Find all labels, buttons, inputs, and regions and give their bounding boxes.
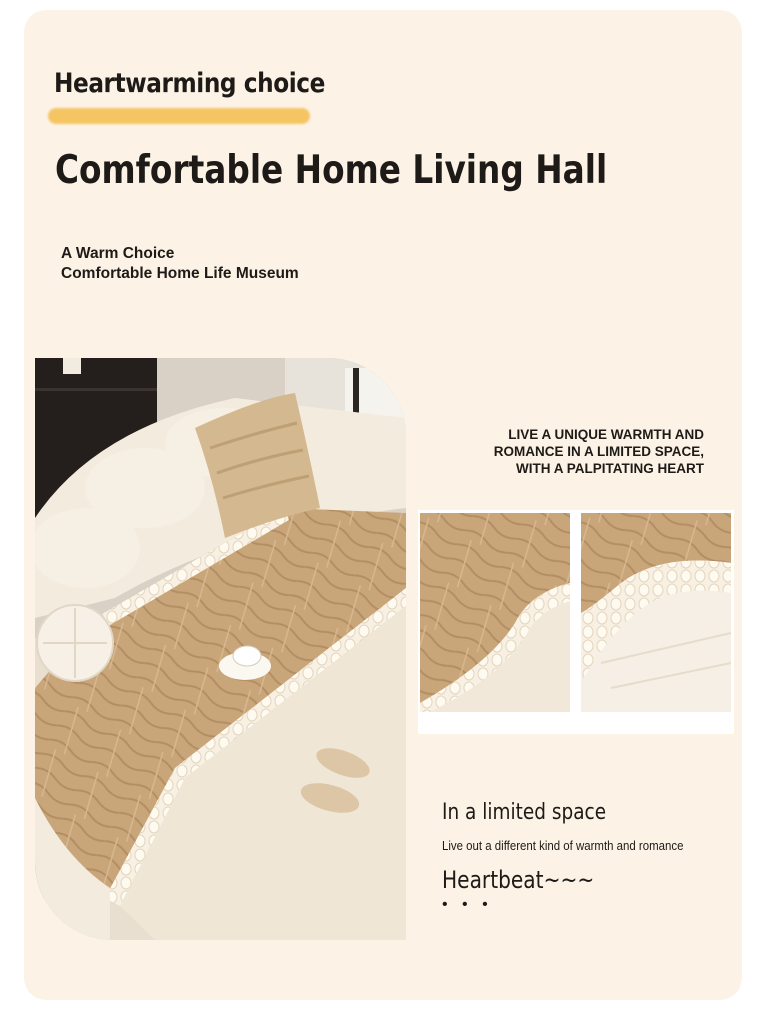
subtitle-line-2: Comfortable Home Life Museum [61, 265, 299, 282]
tag-text: Heartwarming choice [54, 68, 325, 99]
caption-line-1: LIVE A UNIQUE WARMTH AND [508, 427, 704, 442]
limited-space-title: In a limited space [442, 800, 607, 825]
bottom-text-block [442, 800, 716, 914]
heartbeat-heading: Heartbeat~~~ [442, 866, 595, 894]
product-card [24, 10, 742, 1000]
tag-highlight-bar [48, 108, 310, 124]
tag-heading [54, 68, 369, 99]
caption-line-3: WITH A PALPITATING HEART [516, 461, 704, 476]
subtitle-line-1: A Warm Choice [61, 245, 175, 262]
detail-images-panel [418, 510, 734, 734]
page-title: Comfortable Home Living Hall [55, 148, 608, 193]
detail-image-edge [581, 513, 731, 712]
limited-space-subtitle: Live out a different kind of warmth and romance [442, 838, 684, 853]
sofa-hero-image [35, 358, 406, 940]
caption-line-2: ROMANCE IN A LIMITED SPACE, [493, 444, 704, 459]
decorative-dots: • • • [442, 896, 493, 913]
subtitle [61, 244, 299, 284]
tagline-caption [494, 426, 704, 477]
detail-image-corner [420, 513, 570, 712]
